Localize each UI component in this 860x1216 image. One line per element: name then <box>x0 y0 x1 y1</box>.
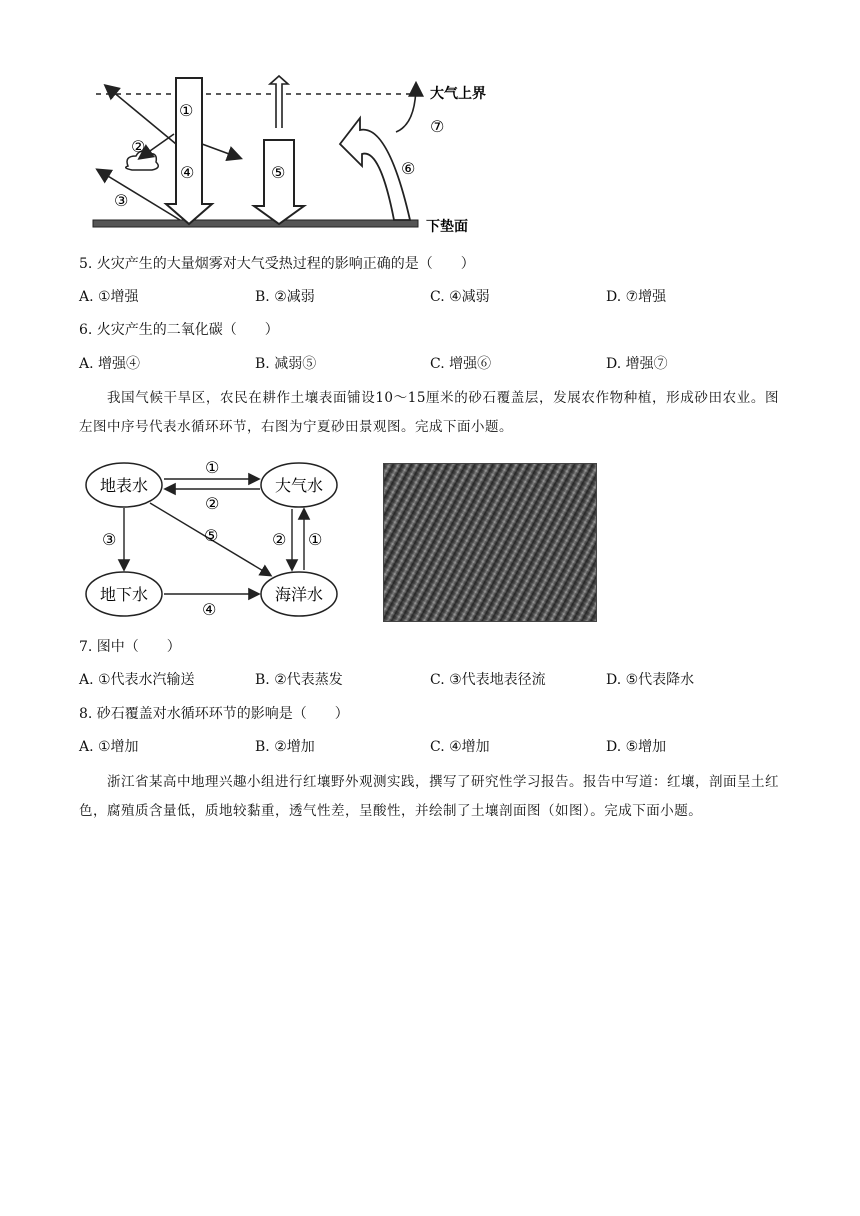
q8-option-a[interactable]: A. ①增加 <box>79 739 139 755</box>
q8-option-b[interactable]: B. ②增加 <box>255 739 315 755</box>
question-7-stem: 7. 图中（ ） <box>79 639 181 655</box>
wc-marker-3: ③ <box>102 530 117 549</box>
q8-option-d[interactable]: D. ⑤增加 <box>606 739 667 755</box>
marker-5: ⑤ <box>271 163 286 182</box>
q5-option-a[interactable]: A. ①增强 <box>79 289 139 305</box>
q5-option-c[interactable]: C. ④减弱 <box>430 289 490 305</box>
q6-option-a[interactable]: A. 增强④ <box>79 356 141 372</box>
passage-sand-field: 我国气候干旱区，农民在耕作土壤表面铺设10～15厘米的砂石覆盖层，发展农作物种植，形成砂田农业。图左图中序号代表水循环环节，右图为宁夏砂田景观图。完成下面小题。 <box>79 390 779 435</box>
wc-marker-1b: ① <box>308 530 323 549</box>
node-groundwater: 地下水 <box>99 585 149 604</box>
q7-option-b[interactable]: B. ②代表蒸发 <box>255 672 343 688</box>
wc-marker-5: ⑤ <box>204 526 219 545</box>
node-atmospheric-water: 大气水 <box>274 476 324 495</box>
label-underlying-surface: 下垫面 <box>426 219 468 235</box>
q7-option-d[interactable]: D. ⑤代表降水 <box>606 672 695 688</box>
node-surface-water: 地表水 <box>99 476 149 495</box>
label-atmosphere-top: 大气上界 <box>430 86 486 102</box>
wc-marker-2: ② <box>205 494 220 513</box>
question-5-stem: 5. 火灾产生的大量烟雾对大气受热过程的影响正确的是（ ） <box>79 256 475 272</box>
marker-7: ⑦ <box>430 117 445 136</box>
q6-option-b[interactable]: B. 减弱⑤ <box>255 356 317 372</box>
q7-option-c[interactable]: C. ③代表地表径流 <box>430 672 546 688</box>
q5-option-d[interactable]: D. ⑦增强 <box>606 289 667 305</box>
wc-marker-4: ④ <box>202 600 217 619</box>
q7-option-a[interactable]: A. ①代表水汽输送 <box>79 672 195 688</box>
q5-option-b[interactable]: B. ②减弱 <box>255 289 315 305</box>
water-cycle-diagram <box>80 455 345 625</box>
question-8-stem: 8. 砂石覆盖对水循环环节的影响是（ ） <box>79 706 349 722</box>
node-ocean-water: 海洋水 <box>274 585 324 604</box>
passage-red-soil: 浙江省某高中地理兴趣小组进行红壤野外观测实践，撰写了研究性学习报告。报告中写道：红壤，剖面呈土红色，腐殖质含量低，质地较黏重，透气性差，呈酸性，并绘制了土壤剖面图（如图）。完成下面小题。 <box>79 774 779 819</box>
marker-2: ② <box>131 137 146 156</box>
marker-1: ① <box>179 101 194 120</box>
q6-option-d[interactable]: D. 增强⑦ <box>606 356 668 372</box>
question-6-stem: 6. 火灾产生的二氧化碳（ ） <box>79 322 279 338</box>
marker-4: ④ <box>180 163 195 182</box>
sand-field-photo <box>383 463 597 622</box>
q8-option-c[interactable]: C. ④增加 <box>430 739 490 755</box>
q6-option-c[interactable]: C. 增强⑥ <box>430 356 492 372</box>
wc-marker-2b: ② <box>272 530 287 549</box>
marker-6: ⑥ <box>401 159 416 178</box>
atmosphere-heating-diagram <box>88 74 518 236</box>
wc-marker-1: ① <box>205 458 220 477</box>
marker-3: ③ <box>114 191 129 210</box>
